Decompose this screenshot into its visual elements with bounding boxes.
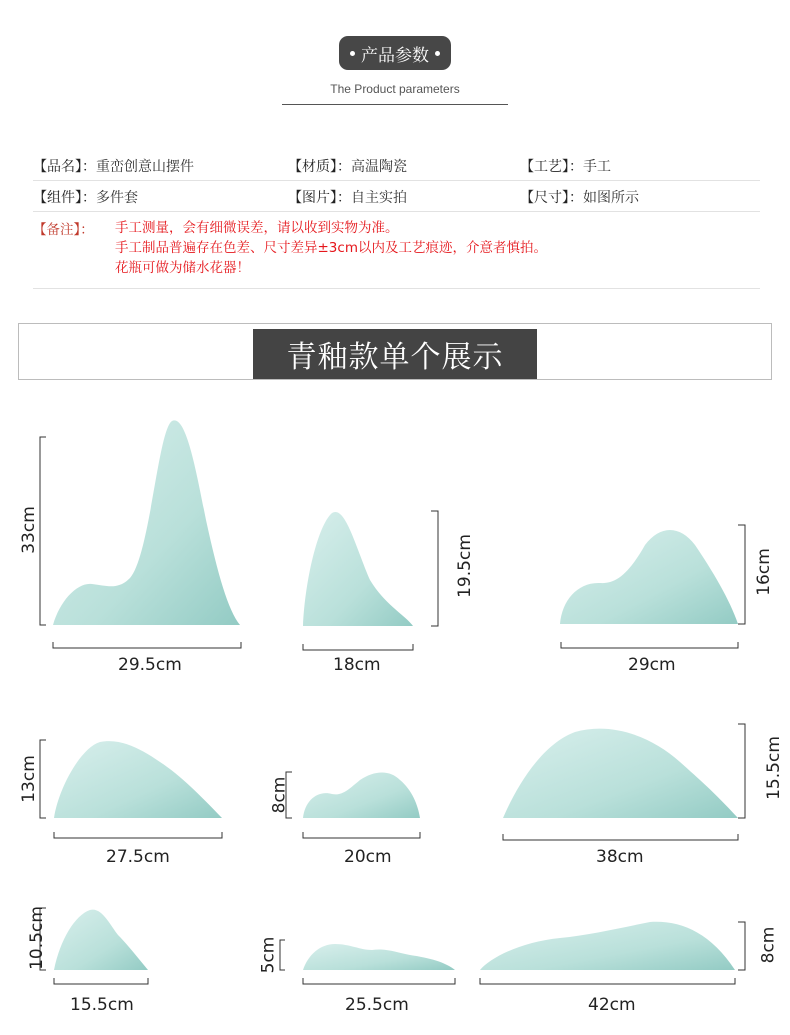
width-label: 20cm xyxy=(344,847,392,867)
param-value: 重峦创意山摆件 xyxy=(96,159,194,175)
height-label: 19.5cm xyxy=(454,534,475,598)
dimension-height-line xyxy=(738,525,745,624)
height-label: 33cm xyxy=(18,506,39,554)
dimension-width-line xyxy=(480,978,735,984)
dimension-width-line xyxy=(561,642,738,648)
param-value: 高温陶瓷 xyxy=(351,159,407,175)
note-line: 手工测量，会有细微误差，请以收到实物为准。 xyxy=(115,220,399,236)
param-value: 自主实拍 xyxy=(351,190,407,206)
dimension-width-line xyxy=(503,834,738,840)
dimension-width-line xyxy=(54,978,148,984)
param-key: 【尺寸】： xyxy=(520,190,583,206)
mountain-ornament-9 xyxy=(480,922,735,970)
dimension-width-line xyxy=(54,832,222,838)
width-label: 29.5cm xyxy=(118,655,182,675)
mountain-ornament-3 xyxy=(560,530,738,624)
height-label: 8cm xyxy=(758,926,779,964)
mountain-ornament-8 xyxy=(303,944,455,970)
mountain-ornament-6 xyxy=(503,729,738,818)
param-key: 【组件】： xyxy=(33,190,96,206)
width-label: 29cm xyxy=(628,655,676,675)
height-label: 13cm xyxy=(18,755,39,803)
dimension-height-line xyxy=(738,724,745,818)
height-label: 5cm xyxy=(258,936,279,974)
dimension-width-line xyxy=(303,644,413,650)
height-label: 10.5cm xyxy=(26,906,47,970)
param-key: 【图片】： xyxy=(288,190,351,206)
dimension-height-line xyxy=(431,511,438,626)
height-label: 8cm xyxy=(269,776,290,814)
mountain-ornament-7 xyxy=(54,910,148,970)
param-value: 手工 xyxy=(583,159,611,175)
width-label: 18cm xyxy=(333,655,381,675)
dimension-height-line xyxy=(40,437,46,625)
width-label: 42cm xyxy=(588,995,636,1015)
header-subtitle: The Product parameters xyxy=(330,82,460,96)
dimension-width-line xyxy=(53,642,241,648)
param-value: 多件套 xyxy=(96,190,138,206)
dimension-width-line xyxy=(303,832,420,838)
width-label: 38cm xyxy=(596,847,644,867)
param-key: 【工艺】： xyxy=(520,159,583,175)
section-title: 青釉款单个展示 xyxy=(253,329,537,379)
dimension-height-line xyxy=(738,922,745,970)
height-label: 15.5cm xyxy=(763,736,784,800)
mountain-ornament-1 xyxy=(53,420,240,625)
param-value: 如图所示 xyxy=(583,190,639,206)
width-label: 15.5cm xyxy=(70,995,134,1015)
note-line: 花瓶可做为储水花器！ xyxy=(115,260,250,276)
param-key: 【材质】： xyxy=(288,159,351,175)
dimension-height-line xyxy=(40,740,46,818)
width-label: 25.5cm xyxy=(345,995,409,1015)
dimension-width-line xyxy=(303,978,455,984)
notes-key: 【备注】： xyxy=(33,222,94,238)
note-line: 手工制品普遍存在色差、尺寸差异±3cm以内及工艺痕迹，介意者慎拍。 xyxy=(115,240,547,256)
mountain-ornament-2 xyxy=(303,512,413,626)
width-label: 27.5cm xyxy=(106,847,170,867)
mountain-ornament-4 xyxy=(54,741,222,818)
header-title: 产品参数 xyxy=(361,45,429,66)
height-label: 16cm xyxy=(753,548,774,596)
dimension-height-line xyxy=(280,940,285,970)
param-key: 【品名】： xyxy=(33,159,96,175)
mountain-ornament-5 xyxy=(303,773,420,819)
